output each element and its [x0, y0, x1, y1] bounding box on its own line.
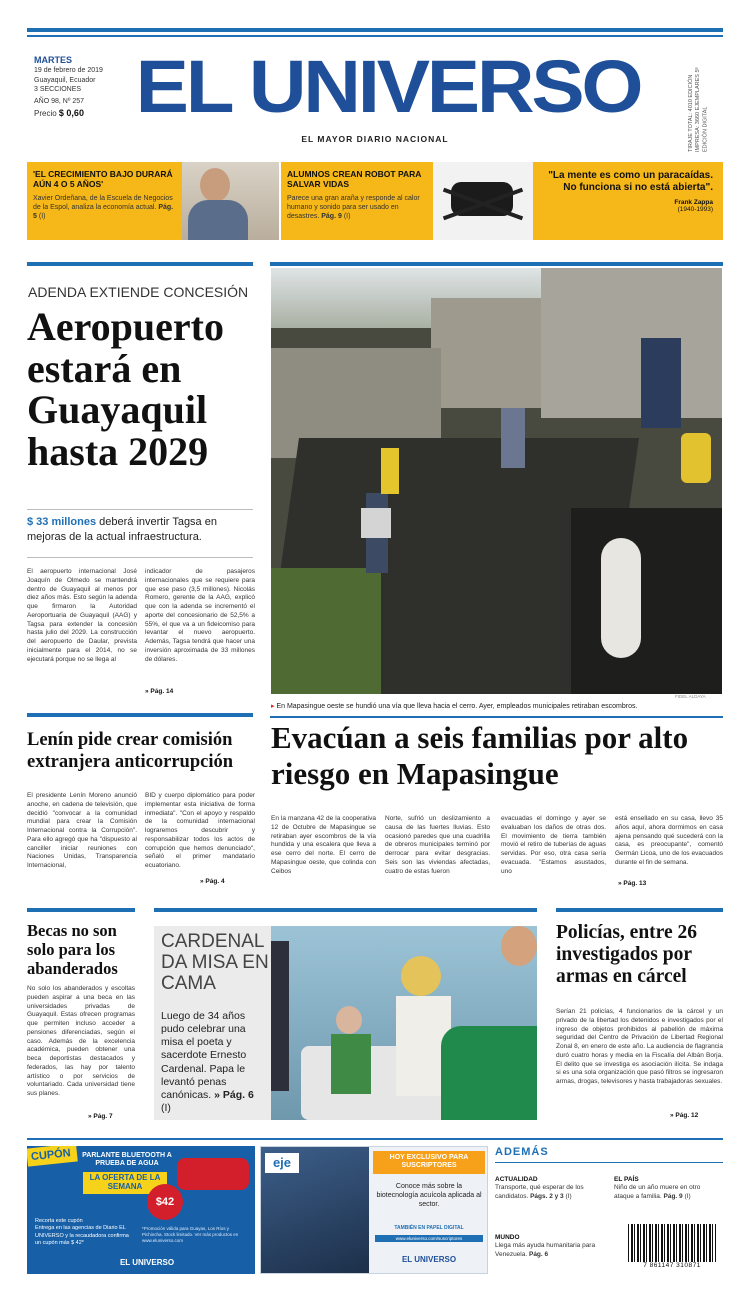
coupon-product: PARLANTE BLUETOOTH A PRUEBA DE AGUA: [82, 1152, 172, 1168]
issue-price: Precio $ 0,60: [34, 107, 84, 118]
issue-sections: 3 SECCIONES: [34, 86, 82, 94]
top-rule-thin: [27, 35, 723, 37]
teaser-headline: 'EL CRECIMIENTO BAJO DURARÁ AÚN 4 O 5 AÑOS': [33, 169, 173, 189]
policias-page-ref[interactable]: » Pág. 12: [670, 1112, 699, 1119]
story3-col-4: está ensellado en su casa, llevo 35 años aquí, ahora dormimos en casa ajena pensando qué sucederá con la casa, es preocupante", comentó Germán Licoa, uno de los evacuados durante el fin de semana.: [615, 815, 723, 866]
lead-divider: [27, 509, 253, 510]
promo-logo: eje: [265, 1153, 299, 1173]
photo-credit: FIDEL ALDAYA: [675, 694, 706, 699]
promo-body: Conoce más sobre la biotecnología acuícola aplicada al sector.: [376, 1183, 482, 1208]
lead-kicker: ADENDA EXTIENDE CONCESIÓN: [28, 284, 249, 300]
photo-caption: ▸ En Mapasingue oeste se hundió una vía que lleva hacia el cerro. Ayer, empleados municipales retiraban escombros.: [271, 703, 638, 710]
story3-rule: [270, 716, 723, 718]
lead-rule: [27, 262, 253, 266]
teaser-robot[interactable]: [281, 162, 433, 240]
promo-label: HOY EXCLUSIVO PARA SUSCRIPTORES: [373, 1151, 485, 1174]
coupon-steps: Recorta este cupón Entrega en las agencias de Diario EL UNIVERSO y la recaudadora confirma un cupón más $ 42*: [35, 1218, 129, 1247]
cardenal-body: Luego de 34 años pudo celebrar una misa el poeta y sacerdote Ernesto Cardenal. Papa le levantó penas canónicas. » Pág. 6 (I): [161, 1010, 254, 1114]
teaser-robot-photo: [433, 162, 533, 240]
barcode-number: 7 861147 310871: [643, 1262, 701, 1269]
masthead-slogan: EL MAYOR DIARIO NACIONAL: [301, 134, 449, 144]
teaser-headline: ALUMNOS CREAN ROBOT PARA SALVAR VIDAS: [287, 169, 422, 189]
masthead-title: EL UNIVERSO: [135, 45, 641, 128]
coupon-offer: LA OFERTA DE LA SEMANA: [83, 1172, 167, 1194]
ademas-title: ADEMÁS: [495, 1146, 549, 1158]
ademas-item-actualidad[interactable]: ACTUALIDAD Transporte, qué esperar de los candidatos. Págs. 2 y 3 (I): [495, 1176, 584, 1200]
story2-rule: [27, 713, 253, 717]
promo-digital: TAMBIÉN EN PAPEL DIGITAL: [394, 1225, 464, 1231]
ademas-rule: [495, 1162, 723, 1163]
story2-col-1: El presidente Lenín Moreno anunció anoche, en cadena de televisión, que decidió "convocar a la comunidad mundial para crear la Comisión Internacional contra la Corrupción". Para ello agregó que ha "dispuesto al canciller iniciar reuniones con Naciones Unidas, Transparencia Internacional,: [27, 792, 137, 870]
becas-rule: [27, 908, 135, 912]
issue-date: 19 de febrero de 2019: [34, 67, 103, 75]
lead-col-1: El aeropuerto internacional José Joaquín de Olmedo se mantendrá dentro de Guayaquil al menos por diez años más. Esto según la adenda que firmaron la Autoridad Aeroportuaria de Guayaquil (AAG) y Tagsa para extender la concesión hasta julio del 2029. La construcción del aeropuerto de Daular, prevista inicialmente para el 2014, no se ejecutará porque no se llega al: [27, 568, 137, 663]
lead-deck: $ 33 millones deberá invertir Tagsa en mejoras de la actual infraestructura.: [27, 516, 217, 543]
top-rule: [27, 28, 723, 32]
policias-body: Serían 21 policías, 4 funcionarios de la cárcel y un privado de la libertad los detenidos e investigados por el ingreso de objetos prohibidos al pabellón de máxima seguridad del Centro de Privación de Libertad Regional Zonal 8, en enero de este año. La audiencia de flagrancia duró cuatro horas y media en la Fiscalía del Albán Borja. El delito que se investiga es asociación ilícita. Se indaga si es una sola organización que pasó filtros se ingresaron armas, drogas, televisores y hasta trabajadoras sexuales.: [556, 1008, 723, 1086]
quote-text: "La mente es como un paracaídas. No funciona si no está abierta".: [548, 170, 713, 193]
ademas-item-mundo[interactable]: MUNDO Llega más ayuda humanitaria para Venezuela. Pág. 6: [495, 1234, 596, 1258]
story2-col-2: BID y cuerpo diplomático para poder implementar esta iniciativa de forma inmediata". "Con el apoyo y respaldo de la comunidad internacional lograremos descubrir y responsabilizar todos los actos de corrupción que hemos denunciado", señaló el primer mandatario ecuatoriano.: [145, 792, 255, 870]
masthead-side-note: TIRAJE TOTAL: 4010 EDICIÓN IMPRESA: 3660 EJEMPLARES 5ª EDICIÓN DIGITAL: [688, 67, 709, 152]
policias-rule: [556, 908, 723, 912]
teaser-body: Xavier Ordeñana, de la Escuela de Negocios de la Espol, analiza la economía actual. Pág. 5 (I): [33, 194, 174, 220]
coupon-price: $42: [147, 1184, 183, 1220]
issue-day: MARTES: [34, 55, 72, 65]
story3-col-2: Norte, sufrió un deslizamiento a causa de las fuertes lluvias. Esto ocasionó paredes que una cuadrilla de obreros municipales terminó por derrocar para evitar desgracias. Seis son las viviendas afectadas, cuatro de estas fueron: [385, 815, 490, 875]
becas-page-ref[interactable]: » Pág. 7: [88, 1113, 113, 1120]
story2-page-ref[interactable]: » Pág. 4: [200, 878, 225, 885]
promo-box[interactable]: [260, 1146, 488, 1274]
story3-col-3: evacuadas el domingo y ayer se evaluaban los daños de otras dos. El movimiento de tierra también movió el retiro de tuberías de aguas servidas. Por eso, otra casa sería evacuada. "Estamos asustados, uno: [501, 815, 606, 875]
price-value: $ 0,60: [58, 107, 84, 118]
quote-years: (1940-1993): [677, 206, 713, 213]
photo-rule: [270, 262, 723, 266]
lead-headline[interactable]: Aeropuerto estará en Guayaquil hasta 2029: [27, 304, 224, 474]
teaser-economy[interactable]: [27, 162, 182, 240]
teaser-body: Parece una gran araña y responde al calor humano y sonido para ser usado en desastres. Pág. 9 (I): [287, 194, 420, 220]
becas-body: No solo los abanderados y escoltas pueden aspirar a una beca en las universidades privadas de Guayaquil. Estas ofrecen programas que permiten incluso acceder a pensiones diferenciadas, según el caso. Además de la excelencia académica, pueden obtener una beca deportistas destacados y federados, las hay por talento artístico o por servicios de voluntariado. Cada universidad tiene sus planes.: [27, 985, 135, 1098]
becas-headline[interactable]: Becas no son solo para los abanderados: [27, 921, 118, 978]
coupon-brand: EL UNIVERSO: [119, 1258, 175, 1267]
main-photo: [271, 268, 722, 694]
teaser-economy-photo: [182, 162, 279, 240]
cardenal-headline[interactable]: CARDENAL DA MISA EN CAMA: [161, 931, 269, 994]
caption-arrow-icon: ▸: [271, 703, 275, 710]
cardenal-photo: [271, 926, 537, 1120]
quote-box: [533, 162, 723, 240]
story2-headline[interactable]: Lenín pide crear comisión extranjera anticorrupción: [27, 730, 234, 773]
lead-page-ref[interactable]: » Pág. 14: [145, 688, 174, 695]
promo-brand: EL UNIVERSO: [401, 1255, 457, 1264]
barcode: [628, 1224, 716, 1262]
story3-col-1: En la manzana 42 de la cooperativa 12 de Octubre de Mapasingue se retiraban ayer escombros de la vía hundida y una escalera que lleva a ese cerro del norte. El cerro de Mapasingue oeste, que colinda con Ceibos: [271, 815, 376, 875]
quote-author: Frank Zappa: [674, 199, 713, 206]
bottom-rule: [27, 1138, 723, 1140]
policias-headline[interactable]: Policías, entre 26 investigados por armas en cárcel: [556, 922, 697, 988]
story3-headline[interactable]: Evacúan a seis familias por alto riesgo en Mapasingue: [271, 720, 689, 791]
coupon-note: *Promoción válida para Guayas, Los Ríos y Pichincha. Stock limitado. Ver más productos en www.eluniverso.com: [142, 1226, 239, 1243]
issue-number: AÑO 98, Nº 257: [34, 98, 85, 106]
ademas-item-el-pais[interactable]: EL PAÍS Niño de un año muere en otro ataque a familia. Pág. 9 (I): [614, 1176, 701, 1200]
lead-col-2: indicador de pasajeros internacionales que se requiere para que ese paso (3,5 millones). Nicolás Romero, gerente de la AAG, explicó que con la adenda se incrementó el aporte del concesionario de 52,5% a 55%, el que va a un fideicomiso para levantar el nuevo aeropuerto. Además, Tagsa tendrá que hacer una inversión aproximada de 33 millones de dólares.: [145, 568, 255, 663]
lead-divider-2: [27, 557, 253, 558]
coupon-box[interactable]: [27, 1146, 255, 1274]
story3-page-ref[interactable]: » Pág. 13: [618, 880, 647, 887]
promo-url[interactable]: www.eluniverso.com/suscriptores: [375, 1235, 483, 1242]
coupon-badge: CUPÓN: [27, 1146, 78, 1167]
cardenal-rule: [154, 908, 537, 912]
issue-city: Guayaquil, Ecuador: [34, 76, 96, 84]
